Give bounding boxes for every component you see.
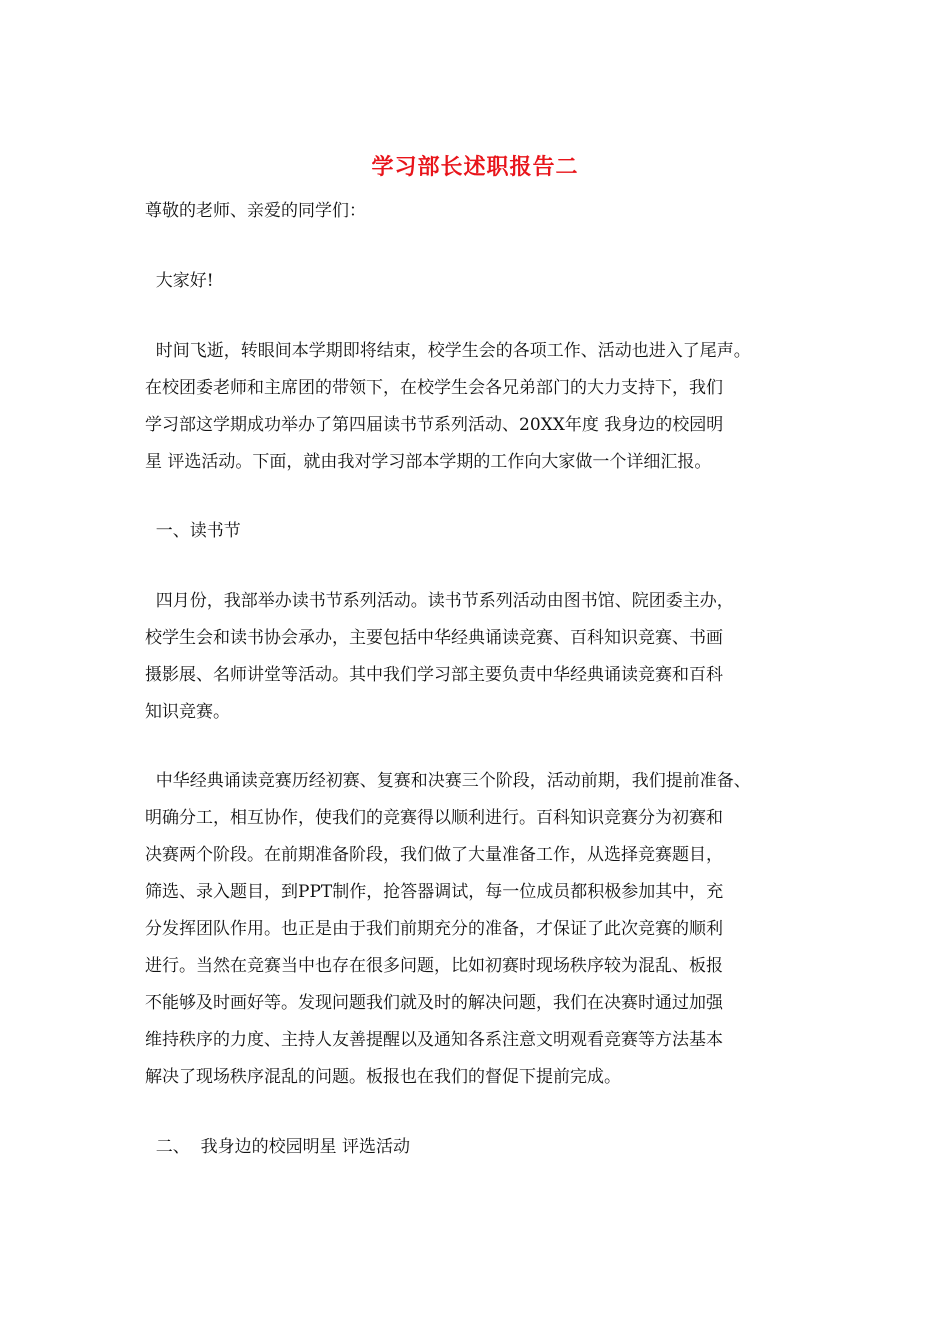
paragraph-line: 决赛两个阶段。在前期准备阶段，我们做了大量准备工作，从选择竞赛题目， [145, 845, 723, 865]
paragraph-line: 四月份，我部举办读书节系列活动。读书节系列活动由图书馆、院团委主办， [145, 591, 734, 611]
paragraph-line: 中华经典诵读竞赛历经初赛、复赛和决赛三个阶段，活动前期，我们提前准备、 [145, 771, 751, 791]
paragraph-line: 时间飞逝，转眼间本学期即将结束，校学生会的各项工作、活动也进入了尾声。 [145, 341, 751, 361]
paragraph-line: 解决了现场秩序混乱的问题。板报也在我们的督促下提前完成。 [145, 1067, 621, 1087]
greeting: 大家好! [145, 271, 214, 291]
section-heading-1: 一、读书节 [145, 521, 241, 541]
paragraph-line: 星 评选活动。下面，就由我对学习部本学期的工作向大家做一个详细汇报。 [145, 452, 712, 472]
salutation: 尊敬的老师、亲爱的同学们： [145, 201, 366, 221]
paragraph-line: 筛选、录入题目，到PPT制作，抢答器调试，每一位成员都积极参加其中，充 [145, 882, 724, 902]
paragraph-line: 摄影展、名师讲堂等活动。其中我们学习部主要负责中华经典诵读竞赛和百科 [145, 665, 723, 685]
paragraph-line: 校学生会和读书协会承办，主要包括中华经典诵读竞赛、百科知识竞赛、书画 [145, 628, 723, 648]
document-title: 学习部长述职报告二 [371, 154, 579, 180]
paragraph-line: 进行。当然在竞赛当中也存在很多问题，比如初赛时现场秩序较为混乱、板报 [145, 956, 723, 976]
paragraph-line: 明确分工，相互协作，使我们的竞赛得以顺利进行。百科知识竞赛分为初赛和 [145, 808, 723, 828]
paragraph-line: 不能够及时画好等。发现问题我们就及时的解决问题，我们在决赛时通过加强 [145, 993, 723, 1013]
section-heading-2: 二、 我身边的校园明星 评选活动 [145, 1137, 411, 1157]
paragraph-line: 分发挥团队作用。也正是由于我们前期充分的准备，才保证了此次竞赛的顺利 [145, 919, 723, 939]
paragraph-line: 学习部这学期成功举办了第四届读书节系列活动、20XX年度 我身边的校园明 [145, 415, 724, 435]
paragraph-line: 在校团委老师和主席团的带领下，在校学生会各兄弟部门的大力支持下，我们 [145, 378, 723, 398]
paragraph-line: 知识竞赛。 [145, 702, 230, 722]
paragraph-line: 维持秩序的力度、主持人友善提醒以及通知各系注意文明观看竞赛等方法基本 [145, 1030, 723, 1050]
